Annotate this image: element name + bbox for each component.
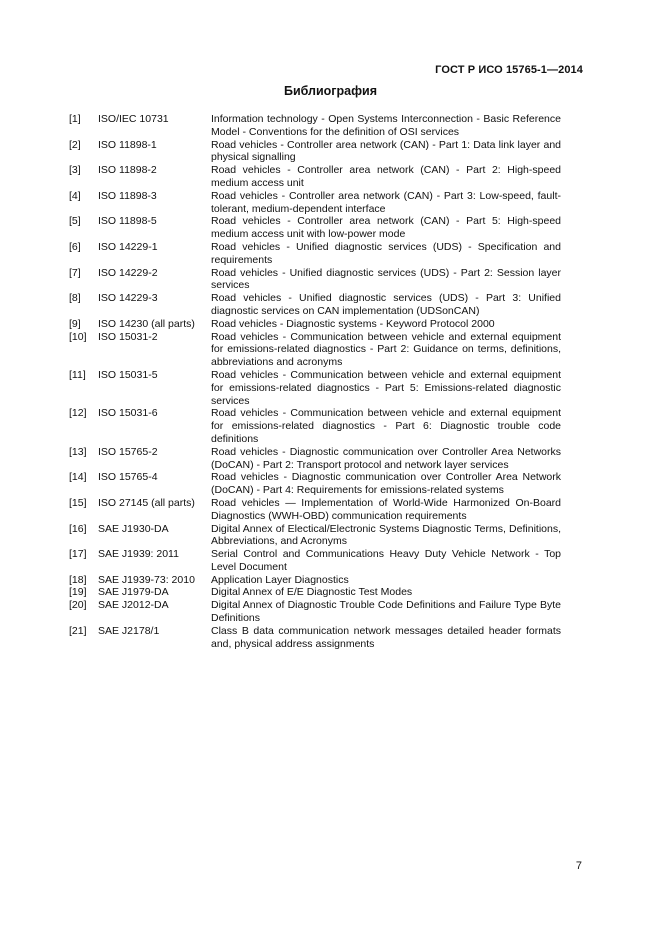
reference-code: SAE J1930-DA (98, 522, 169, 535)
reference-code: ISO 15765-2 (98, 445, 158, 458)
reference-entry (69, 369, 561, 407)
reference-number: [18] (69, 573, 87, 586)
reference-code: ISO 11898-1 (98, 138, 157, 151)
reference-title: Class B data communication network messages detailed header formats and, physical address assignments (211, 624, 561, 650)
reference-number: [14] (69, 471, 87, 484)
reference-number: [17] (69, 548, 87, 561)
reference-entry (69, 215, 561, 241)
document-header: ГОСТ Р ИСО 15765-1—2014 (435, 64, 583, 76)
reference-number: [19] (69, 586, 87, 599)
reference-title: Road vehicles - Communication between vehicle and external equipment for emissions-related diagnostics - Part 6: Diagnostic trouble code definitions (211, 407, 561, 445)
reference-code: ISO/IEC 10731 (98, 113, 169, 125)
reference-code: ISO 15031-2 (98, 330, 158, 343)
reference-entry (69, 574, 561, 587)
reference-entry (69, 625, 561, 651)
reference-code: ISO 14229-2 (98, 266, 158, 279)
reference-title: Road vehicles - Diagnostic systems - Keyword Protocol 2000 (211, 317, 495, 330)
page-number: 7 (575, 860, 582, 872)
reference-code: ISO 15031-5 (98, 368, 158, 381)
reference-number: [15] (69, 496, 87, 509)
reference-entry (69, 331, 561, 369)
reference-entry (69, 241, 561, 267)
reference-code: ISO 15031-6 (98, 407, 158, 420)
reference-entry (69, 292, 561, 318)
reference-code: ISO 11898-3 (98, 189, 157, 202)
reference-number: [13] (69, 445, 87, 458)
reference-title: Road vehicles - Communication between vehicle and external equipment for emissions-related diagnostics - Part 5: Emissions-related diagnostic services (211, 368, 561, 407)
reference-title: Road vehicles - Controller area network (CAN) - Part 5: High-speed medium access unit with low-power mode (211, 215, 561, 241)
reference-entry (69, 113, 561, 139)
reference-number: [21] (69, 624, 87, 637)
reference-entry (69, 586, 561, 599)
reference-title: Road vehicles - Unified diagnostic services (UDS) - Part 3: Unified diagnostic services on CAN implementation (UDSonCAN) (211, 292, 561, 317)
reference-code: ISO 14229-3 (98, 292, 158, 305)
reference-title: Road vehicles - Diagnostic communication over Controller Area Network (DoCAN) - Part 4: Requirements for emissions-related systems (211, 471, 561, 497)
reference-title: Digital Annex of Diagnostic Trouble Code Definitions and Failure Type Byte Definitions (211, 599, 561, 625)
reference-code: SAE J1939-73: 2010 (98, 573, 195, 586)
reference-entry (69, 139, 561, 165)
reference-code: ISO 11898-2 (98, 164, 157, 177)
reference-code: SAE J2178/1 (98, 624, 160, 637)
reference-code: SAE J2012-DA (98, 599, 169, 612)
reference-entry (69, 446, 561, 472)
reference-entry (69, 407, 561, 445)
reference-entry (69, 318, 561, 331)
reference-title: Serial Control and Communications Heavy Duty Vehicle Network - Top Level Document (211, 548, 561, 573)
reference-entry (69, 497, 561, 523)
reference-code: SAE J1979-DA (98, 586, 169, 599)
reference-title: Information technology - Open Systems Interconnection - Basic Reference Model - Conventions for the definition of OSI services (211, 113, 561, 138)
bibliography-list (69, 113, 561, 650)
reference-code: SAE J1939: 2011 (98, 548, 179, 561)
reference-number: [12] (69, 407, 87, 420)
reference-title: Road vehicles — Implementation of World-Wide Harmonized On-Board Diagnostics (WWH-OBD) communication requirements (211, 496, 561, 522)
reference-number: [6] (69, 240, 81, 253)
reference-entry (69, 190, 561, 216)
page-title: Библиография (283, 84, 378, 98)
reference-title: Road vehicles - Unified diagnostic services (UDS) - Specification and requirements (211, 240, 561, 266)
reference-number: [10] (69, 330, 87, 343)
reference-code: ISO 27145 (all parts) (98, 496, 195, 509)
reference-title: Road vehicles - Controller area network (CAN) - Part 1: Data link layer and physical signalling (211, 138, 561, 164)
reference-entry (69, 164, 561, 190)
reference-number: [8] (69, 292, 81, 305)
reference-number: [7] (69, 266, 81, 279)
reference-title: Digital Annex of E/E Diagnostic Test Modes (211, 586, 413, 599)
reference-title: Digital Annex of Electical/Electronic Systems Diagnostic Terms, Definitions, Abbreviations, and Acronyms (211, 522, 561, 548)
reference-entry (69, 599, 561, 625)
reference-title: Road vehicles - Communication between vehicle and external equipment for emissions-related diagnostics - Part 2: Guidance on terms, definitions, abbreviations and acronyms (211, 330, 561, 369)
reference-number: [9] (69, 317, 81, 330)
reference-title: Application Layer Diagnostics (211, 573, 349, 586)
reference-code: ISO 15765-4 (98, 471, 158, 484)
reference-number: [2] (69, 138, 81, 151)
reference-number: [20] (69, 599, 87, 612)
reference-code: ISO 14229-1 (98, 240, 158, 253)
reference-number: [11] (69, 368, 86, 381)
reference-entry (69, 548, 561, 574)
reference-title: Road vehicles - Diagnostic communication over Controller Area Networks (DoCAN) - Part 2: Transport protocol and network layer services (211, 445, 561, 471)
reference-number: [5] (69, 215, 81, 228)
reference-title: Road vehicles - Controller area network (CAN) - Part 3: Low-speed, fault-tolerant, medium-dependent interface (211, 189, 561, 215)
reference-entry (69, 471, 561, 497)
reference-entry (69, 267, 561, 293)
reference-number: [1] (69, 113, 81, 125)
reference-entry (69, 523, 561, 549)
reference-title: Road vehicles - Controller area network (CAN) - Part 2: High-speed medium access unit (211, 164, 561, 189)
reference-number: [4] (69, 189, 81, 202)
reference-code: ISO 14230 (all parts) (98, 317, 195, 330)
reference-number: [3] (69, 164, 81, 177)
reference-code: ISO 11898-5 (98, 215, 157, 228)
reference-title: Road vehicles - Unified diagnostic services (UDS) - Part 2: Session layer services (211, 266, 561, 292)
reference-number: [16] (69, 522, 87, 535)
